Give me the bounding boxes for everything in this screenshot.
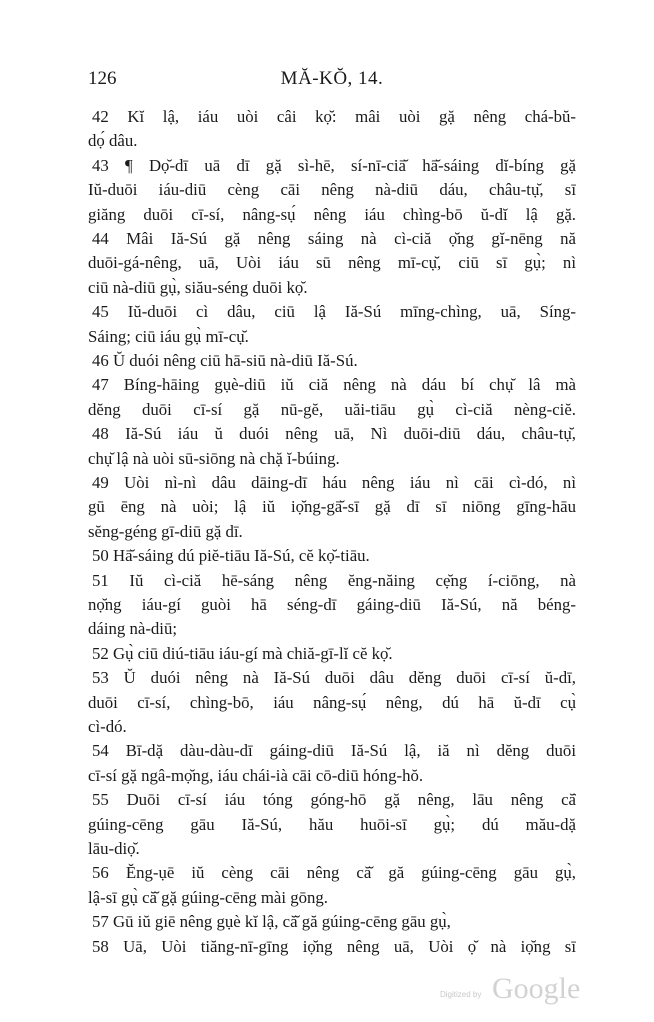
google-watermark (440, 972, 580, 1008)
text-line: chụ̆ lậ nà uòi sū-siōng nà chặ ĭ-búing. (88, 448, 340, 468)
text-line: cī-sí gặ ngâ-mọ̆ng, iáu chái-ià cāi cō-diū hóng-hŏ. (88, 765, 424, 785)
page-header (88, 66, 576, 92)
text-line: 48 Iă-Sú iáu ŭ duói nêng uā, Nì duōi-diū dáu, châu-tụ̆, (92, 424, 576, 444)
text-line: 49 Uòi nì-nì dâu dāing-dī háu nêng iáu nì cāi cì-dó, nì (92, 473, 576, 492)
text-line: 44 Mâi Iă-Sú gặ nêng sáing nà cì-ciă ọ̆ng gĭ-nēng nă (92, 229, 576, 248)
google-logo: Google (492, 972, 581, 1005)
text-line: 55 Duōi cī-sí iáu tóng góng-hō gặ nêng, lāu nêng că̆ (92, 790, 576, 810)
text-line: Sáing; ciū iáu gụ̀ mī-cụ̆. (88, 326, 249, 346)
text-line: 52 Gụ̀ ciū diú-tiāu iáu-gí mà chiă-gī-lĭ cĕ kọ̆. (92, 643, 393, 663)
text-line: cì-dó. (88, 717, 127, 736)
text-line: 42 Kĭ lậ, iáu uòi câi kọ̆: mâi uòi gặ nêng chá-bŭ- (92, 107, 576, 126)
text-line: nọ̆ng iáu-gí guòi hā séng-dī gáing-diū Iă-Sú, nă béng- (88, 595, 576, 614)
text-line: duōi-gá-nêng, uā, Uòi iáu sū nêng mī-cụ̆, ciū sī gụ̀; nì (88, 253, 576, 273)
text-line: 53 Ŭ duói nêng nà Iă-Sú duōi dâu dĕng duōi cī-sí ŭ-dī, (92, 668, 576, 688)
text-line: dáing nà-diū; (88, 619, 178, 639)
text-line: lậ-sī gụ̀ că̆ gặ gúing-cēng mài gōng. (88, 887, 328, 907)
watermark-prefix: Digitized by (440, 990, 482, 999)
text-line: 50 Hā̆-sáing dú piĕ-tiāu Iă-Sú, cĕ kọ̆-tiāu. (92, 546, 370, 566)
text-line: 45 Iŭ-duōi cì dâu, ciū lậ Iă-Sú mīng-chìng, uā, Síng- (92, 302, 576, 322)
text-line: 57 Gū iŭ giē nêng gụè kĭ lậ, că̆ gă gúing-cēng gāu gụ̀, (92, 912, 451, 932)
text-line: 46 Ŭ duói nêng ciū hā-siū nà-diū Iă-Sú. (92, 351, 358, 370)
text-line: gúing-cēng gāu Iă-Sú, hău huōi-sī gụ̀; dú mău-dặ (88, 814, 576, 834)
text-line: sĕng-géng gī-diū gặ dī. (88, 521, 243, 541)
text-line: gū ēng nà uòi; lậ iŭ iọ̆ng-gā̆-sī gặ dī sī niōng gīng-hāu (88, 497, 576, 517)
text-line: giăng duōi cī-sí, nâng-sụ́ nêng iáu chìng-bō ŭ-dĭ lậ gặ. (88, 204, 576, 224)
text-line: 54 Bī-dặ dàu-dàu-dī gáing-diū Iă-Sú lậ, iă nì dĕng duōi (92, 741, 576, 761)
text-line: 51 Iŭ cì-ciă hē-sáng nêng ĕng-năing cẹ̆ng í-ciōng, nà (92, 570, 576, 590)
text-line: 43 ¶ Dọ̆-dī uā dī gặ sì-hē, sí-nī-ciā̆ hā̆-sáing dĭ-bíng gặ (92, 155, 576, 175)
text-line: dọ́ dâu. (88, 131, 138, 151)
text-line: 58 Uā, Uòi tiăng-nī-gīng iọ̆ng nêng uā, Uòi ọ̆ nà iọ̆ng sī (92, 936, 576, 956)
text-line: ciū nà-diū gụ̀, siău-séng duōi kọ̆. (88, 277, 308, 297)
text-line: lāu-diọ̆. (88, 839, 140, 858)
text-line: duōi cī-sí, chìng-bō, iáu nâng-sụ́ nêng, dú hā ŭ-dī cụ̀ (88, 692, 576, 712)
text-line: dĕng duōi cī-sí gặ nū-gĕ, uăi-tiāu gụ̀ cì-ciă nèng-ciĕ. (88, 399, 576, 419)
running-head: MĂ-KŎ, 14. (280, 68, 384, 89)
text-line: 47 Bíng-hāing gụè-diū iŭ ciă nêng nà dáu bí chụ̆ lâ mà (92, 375, 576, 395)
page-number: 126 (88, 68, 117, 89)
text-line: Iŭ-duōi iáu-diū cèng cāi nêng nà-diū dáu, châu-tụ̆, sī (88, 180, 576, 200)
text-line: 56 Ĕng-ụē iŭ cèng cāi nêng că̆ gă gúing-cēng gāu gụ̀, (92, 863, 576, 883)
